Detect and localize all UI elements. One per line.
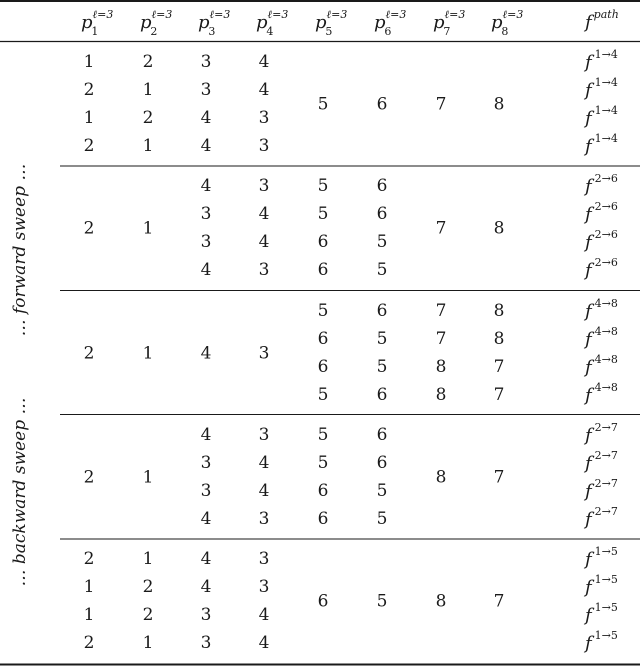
table-cell: 3 (200, 605, 212, 625)
table-cell: 2 (83, 136, 95, 156)
f-cell: f $^{4\to 8}$ (585, 380, 618, 406)
table-cell: 1 (142, 136, 154, 156)
merged-cell: 7 (493, 467, 505, 488)
table-cell: 6 (317, 481, 329, 501)
table-cell: 4 (258, 481, 270, 501)
table-cell: 5 (376, 509, 388, 529)
table-cell: 1 (83, 108, 95, 128)
table-cell: 6 (317, 357, 329, 377)
f-cell: f $^{2\to 7}$ (585, 504, 618, 530)
table-cell: 3 (200, 204, 212, 224)
merged-cell: 3 (258, 343, 270, 364)
table-cell: 5 (317, 176, 329, 196)
table-cell: 5 (317, 301, 329, 321)
table-cell: 5 (376, 481, 388, 501)
f-cell: f $^{4\to 8}$ (585, 324, 618, 350)
merged-cell: 1 (142, 343, 154, 364)
table-cell: 5 (376, 260, 388, 280)
f-cell: f $^{1\to 5}$ (585, 572, 618, 598)
merged-cell: 7 (435, 218, 447, 239)
header-p4: $p^{\ell=3}$ 4 (256, 8, 289, 38)
table-cell: 6 (376, 176, 388, 196)
table-cell: 1 (142, 549, 154, 569)
merged-cell: 5 (317, 94, 329, 115)
table-cell: 6 (317, 329, 329, 349)
f-cell: f $^{4\to 8}$ (585, 296, 618, 322)
table-cell: 6 (376, 453, 388, 473)
sweep-labels (10, 164, 30, 587)
f-cell: f $^{1\to 4}$ (585, 47, 618, 73)
header-f-path: f $^{path}$ (585, 8, 619, 33)
table-cell: 6 (317, 232, 329, 252)
merged-cell: 2 (83, 343, 95, 364)
f-cell: f $^{1\to 4}$ (585, 131, 618, 157)
table-cell: 4 (200, 425, 212, 445)
header-p6: $p^{\ell=3}$ 6 (374, 8, 407, 38)
table-cell: 4 (258, 80, 270, 100)
merged-cell: 2 (83, 218, 95, 239)
table-cell: 2 (142, 605, 154, 625)
table-cell: 2 (142, 108, 154, 128)
table-cell: 3 (200, 453, 212, 473)
merged-cell: 6 (317, 591, 329, 612)
header-p1: $p^{\ell=3}$ 1 (81, 8, 114, 38)
f-cell: f $^{2\to 6}$ (585, 199, 618, 225)
table-cell: 3 (200, 232, 212, 252)
table-cell: 3 (258, 136, 270, 156)
table-cell: 8 (435, 385, 447, 405)
f-cell: f $^{1\to 4}$ (585, 103, 618, 129)
table-cell: 2 (83, 549, 95, 569)
merged-cell: 7 (493, 591, 505, 612)
f-cell: f $^{2\to 7}$ (585, 476, 618, 502)
table-cell: 4 (200, 108, 212, 128)
table-cell: 5 (317, 385, 329, 405)
table-cell: 6 (376, 425, 388, 445)
table-cell: 5 (317, 425, 329, 445)
table-cell: 4 (258, 453, 270, 473)
table-cell: 6 (376, 301, 388, 321)
forward-sweep-label: … forward sweep … (10, 163, 30, 337)
merged-cell: 6 (376, 94, 388, 115)
header-p7: $p^{\ell=3}$ 7 (433, 8, 466, 38)
table-cell: 5 (376, 232, 388, 252)
f-cell: f $^{1\to 5}$ (585, 600, 618, 626)
f-cell: f $^{1\to 5}$ (585, 628, 618, 654)
table-cell: 2 (142, 577, 154, 597)
table-cell: 6 (376, 385, 388, 405)
table-cell: 8 (493, 329, 505, 349)
table-cell: 6 (317, 509, 329, 529)
table-cell: 6 (376, 204, 388, 224)
merged-cell: 7 (435, 94, 447, 115)
table-cell: 1 (83, 52, 95, 72)
f-cell: f $^{2\to 7}$ (585, 420, 618, 446)
merged-cell: 2 (83, 467, 95, 488)
table-cell: 3 (200, 481, 212, 501)
table-cell: 8 (493, 301, 505, 321)
table-cell: 3 (200, 80, 212, 100)
table-cell: 1 (83, 577, 95, 597)
table-cell: 8 (435, 357, 447, 377)
table-cell: 3 (258, 577, 270, 597)
merged-cell: 8 (435, 467, 447, 488)
table-cell: 1 (142, 80, 154, 100)
table-cell: 4 (258, 204, 270, 224)
table-cell: 5 (376, 329, 388, 349)
merged-cell: 1 (142, 467, 154, 488)
merged-cell: 8 (493, 218, 505, 239)
f-cell: f $^{1\to 4}$ (585, 75, 618, 101)
table-cell: 3 (258, 176, 270, 196)
f-cell: f $^{1\to 5}$ (585, 544, 618, 570)
table-cell: 5 (376, 357, 388, 377)
table-cell: 3 (200, 633, 212, 653)
table-cell: 1 (142, 633, 154, 653)
table-cell: 5 (317, 204, 329, 224)
merged-cell: 1 (142, 218, 154, 239)
table-cell: 5 (317, 453, 329, 473)
table-cell: 7 (435, 329, 447, 349)
table-cell: 1 (83, 605, 95, 625)
f-cell: f $^{2\to 6}$ (585, 255, 618, 281)
header-p3: $p^{\ell=3}$ 3 (198, 8, 231, 38)
merged-cell: 8 (435, 591, 447, 612)
header-p5: $p^{\ell=3}$ 5 (315, 8, 348, 38)
merged-cell: 5 (376, 591, 388, 612)
f-cell: f $^{2\to 6}$ (585, 227, 618, 253)
table-cell: 7 (493, 357, 505, 377)
table-cell: 3 (258, 509, 270, 529)
table-cell: 4 (258, 52, 270, 72)
f-cell: f $^{2\to 6}$ (585, 171, 618, 197)
table-cell: 4 (258, 232, 270, 252)
table-cell: 4 (200, 549, 212, 569)
table-body (84, 48, 618, 654)
header-p2: $p^{\ell=3}$ 2 (140, 8, 173, 38)
table-cell: 6 (317, 260, 329, 280)
table-cell: 4 (258, 605, 270, 625)
table-cell: 2 (142, 52, 154, 72)
backward-sweep-label: … backward sweep … (10, 397, 30, 587)
table-cell: 4 (200, 577, 212, 597)
table-cell: 3 (258, 549, 270, 569)
table-cell: 7 (493, 385, 505, 405)
table-cell: 3 (258, 108, 270, 128)
table-cell: 3 (200, 52, 212, 72)
merged-cell: 8 (493, 94, 505, 115)
table-cell: 3 (258, 260, 270, 280)
f-cell: f $^{2\to 7}$ (585, 448, 618, 474)
header-row (81, 8, 619, 38)
header-p8: $p^{\ell=3}$ 8 (491, 8, 524, 38)
table-cell: 4 (258, 633, 270, 653)
table-cell: 4 (200, 260, 212, 280)
table-cell: 4 (200, 136, 212, 156)
table-cell: 4 (200, 509, 212, 529)
f-cell: f $^{4\to 8}$ (585, 352, 618, 378)
table-cell: 7 (435, 301, 447, 321)
merged-cell: 4 (200, 343, 212, 364)
table-cell: 2 (83, 633, 95, 653)
table-cell: 2 (83, 80, 95, 100)
table-cell: 4 (200, 176, 212, 196)
table-cell: 3 (258, 425, 270, 445)
